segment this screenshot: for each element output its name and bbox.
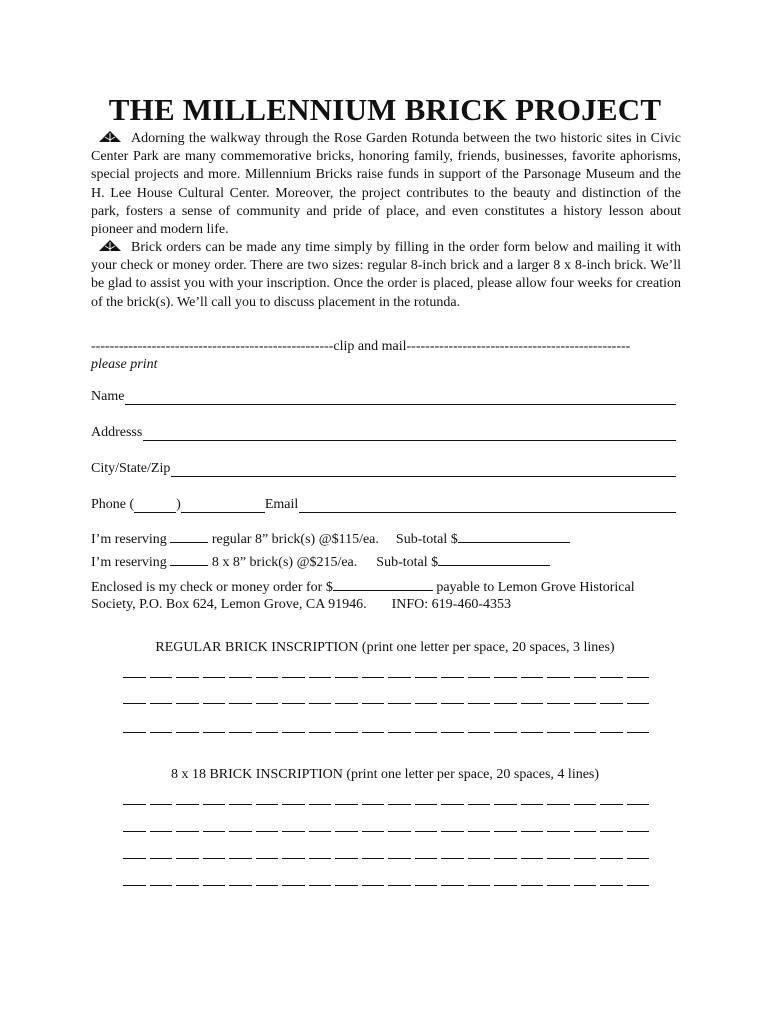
letter-slot[interactable]: [335, 830, 358, 832]
letter-slot[interactable]: [521, 702, 544, 704]
letter-slot[interactable]: [282, 830, 305, 832]
phone-label: Phone (: [91, 497, 135, 512]
letter-slot[interactable]: [229, 731, 252, 733]
letter-slot[interactable]: [388, 702, 411, 704]
letter-slot[interactable]: [547, 857, 570, 859]
city-state-zip-field[interactable]: [91, 461, 676, 477]
letter-slot[interactable]: [362, 731, 385, 733]
letter-slot[interactable]: [335, 676, 358, 678]
enclosed-amount-blank[interactable]: [333, 578, 433, 591]
clip-divider: ----------------------------------------------------clip and mail------------------------------------------------: [91, 339, 631, 354]
letter-slot[interactable]: [415, 702, 438, 704]
letter-slot[interactable]: [627, 857, 650, 859]
letter-slot[interactable]: [388, 676, 411, 678]
name-field[interactable]: [91, 389, 676, 405]
please-print-note: please print: [91, 357, 158, 372]
letter-slot[interactable]: [256, 884, 279, 886]
letter-slot[interactable]: [309, 830, 332, 832]
letter-slot[interactable]: [123, 676, 146, 678]
letter-slot[interactable]: [415, 731, 438, 733]
letter-slot[interactable]: [256, 857, 279, 859]
letter-slot[interactable]: [335, 803, 358, 805]
tree-icon: [97, 240, 123, 252]
large-subtotal-blank[interactable]: [438, 553, 550, 566]
letter-slot[interactable]: [415, 803, 438, 805]
reserve-large-line: [91, 553, 550, 571]
letter-slot[interactable]: [229, 803, 252, 805]
name-blank[interactable]: [125, 390, 676, 405]
letter-slot[interactable]: [362, 884, 385, 886]
letter-slot[interactable]: [547, 803, 570, 805]
letter-slot[interactable]: [150, 803, 173, 805]
letter-slot[interactable]: [362, 830, 385, 832]
letter-slot[interactable]: [256, 702, 279, 704]
letter-slot[interactable]: [388, 857, 411, 859]
city-blank[interactable]: [171, 462, 676, 477]
letter-slot[interactable]: [150, 884, 173, 886]
letter-slot[interactable]: [574, 830, 597, 832]
letter-slot[interactable]: [176, 857, 199, 859]
letter-slot[interactable]: [574, 884, 597, 886]
regular-qty-blank[interactable]: [170, 530, 208, 543]
letter-slot[interactable]: [335, 884, 358, 886]
letter-slot[interactable]: [600, 857, 623, 859]
letter-slot[interactable]: [203, 830, 226, 832]
letter-slot[interactable]: [282, 857, 305, 859]
phone-email-field[interactable]: [91, 497, 676, 513]
name-label: Name: [91, 389, 125, 404]
reserve-regular-line: [91, 530, 570, 548]
letter-slot[interactable]: [123, 857, 146, 859]
letter-slot[interactable]: [203, 803, 226, 805]
letter-slot[interactable]: [256, 676, 279, 678]
letter-slot[interactable]: [441, 830, 464, 832]
letter-slot[interactable]: [415, 830, 438, 832]
letter-slot[interactable]: [309, 857, 332, 859]
letter-slot[interactable]: [547, 702, 570, 704]
letter-slot[interactable]: [256, 731, 279, 733]
regular-inscription-heading: REGULAR BRICK INSCRIPTION (print one letter per space, 20 spaces, 3 lines): [155, 640, 615, 655]
letter-slot[interactable]: [176, 803, 199, 805]
address-info-line: [91, 597, 511, 613]
letter-slot[interactable]: [521, 830, 544, 832]
letter-slot[interactable]: [388, 830, 411, 832]
letter-slot[interactable]: [150, 857, 173, 859]
order-paragraph: [91, 239, 681, 312]
letter-slot[interactable]: [229, 702, 252, 704]
letter-slot[interactable]: [627, 884, 650, 886]
letter-slot[interactable]: [150, 830, 173, 832]
enclosed-line: [91, 578, 635, 596]
letter-slot[interactable]: [627, 676, 650, 678]
phone-number-blank[interactable]: [181, 500, 265, 513]
letter-slot[interactable]: [441, 884, 464, 886]
letter-slot[interactable]: [600, 676, 623, 678]
address-blank[interactable]: [143, 426, 676, 441]
large-inscription-line-3[interactable]: [123, 857, 649, 859]
enclosed-text-a: Enclosed is my check or money order for $: [91, 580, 333, 595]
regular-inscription-line-3[interactable]: [123, 731, 649, 733]
letter-slot[interactable]: [627, 702, 650, 704]
letter-slot[interactable]: [521, 731, 544, 733]
large-subtotal-label: Sub-total $: [376, 555, 439, 570]
letter-slot[interactable]: [256, 803, 279, 805]
letter-slot[interactable]: [229, 884, 252, 886]
letter-slot[interactable]: [362, 676, 385, 678]
large-inscription-heading: 8 x 18 BRICK INSCRIPTION (print one letter per space, 20 spaces, 4 lines): [170, 767, 600, 782]
letter-slot[interactable]: [176, 676, 199, 678]
letter-slot[interactable]: [468, 884, 491, 886]
letter-slot[interactable]: [203, 676, 226, 678]
email-blank[interactable]: [299, 498, 676, 513]
letter-slot[interactable]: [176, 884, 199, 886]
letter-slot[interactable]: [150, 731, 173, 733]
large-inscription-line-4[interactable]: [123, 884, 649, 886]
letter-slot[interactable]: [441, 676, 464, 678]
letter-slot[interactable]: [600, 731, 623, 733]
reserve-large-prefix: I’m reserving: [91, 555, 167, 570]
letter-slot[interactable]: [468, 857, 491, 859]
letter-slot[interactable]: [415, 857, 438, 859]
letter-slot[interactable]: [282, 884, 305, 886]
letter-slot[interactable]: [309, 884, 332, 886]
letter-slot[interactable]: [176, 731, 199, 733]
letter-slot[interactable]: [176, 830, 199, 832]
letter-slot[interactable]: [494, 731, 517, 733]
letter-slot[interactable]: [574, 803, 597, 805]
letter-slot[interactable]: [282, 702, 305, 704]
letter-slot[interactable]: [600, 702, 623, 704]
letter-slot[interactable]: [309, 676, 332, 678]
letter-slot[interactable]: [362, 803, 385, 805]
regular-inscription-line-2[interactable]: [123, 702, 649, 704]
letter-slot[interactable]: [574, 676, 597, 678]
letter-slot[interactable]: [203, 857, 226, 859]
letter-slot[interactable]: [494, 884, 517, 886]
letter-slot[interactable]: [362, 857, 385, 859]
letter-slot[interactable]: [335, 857, 358, 859]
letter-slot[interactable]: [574, 731, 597, 733]
letter-slot[interactable]: [600, 830, 623, 832]
enclosed-text-b: payable to Lemon Grove Historical: [436, 580, 635, 595]
letter-slot[interactable]: [627, 803, 650, 805]
letter-slot[interactable]: [150, 702, 173, 704]
letter-slot[interactable]: [441, 702, 464, 704]
letter-slot[interactable]: [335, 731, 358, 733]
email-label: Email: [264, 497, 299, 512]
letter-slot[interactable]: [468, 803, 491, 805]
letter-slot[interactable]: [547, 884, 570, 886]
letter-slot[interactable]: [123, 731, 146, 733]
letter-slot[interactable]: [521, 803, 544, 805]
letter-slot[interactable]: [309, 731, 332, 733]
mailing-address: Society, P.O. Box 624, Lemon Grove, CA 91946.: [91, 597, 367, 612]
letter-slot[interactable]: [388, 803, 411, 805]
letter-slot[interactable]: [468, 702, 491, 704]
regular-subtotal-label: Sub-total $: [395, 532, 458, 547]
letter-slot[interactable]: [256, 830, 279, 832]
letter-slot[interactable]: [627, 731, 650, 733]
letter-slot[interactable]: [521, 857, 544, 859]
letter-slot[interactable]: [441, 803, 464, 805]
reserve-regular-text: regular 8” brick(s) @$115/ea.: [211, 532, 379, 547]
phone-close: ): [176, 497, 181, 512]
letter-slot[interactable]: [309, 803, 332, 805]
letter-slot[interactable]: [203, 884, 226, 886]
letter-slot[interactable]: [415, 884, 438, 886]
letter-slot[interactable]: [229, 857, 252, 859]
large-qty-blank[interactable]: [170, 553, 208, 566]
letter-slot[interactable]: [229, 830, 252, 832]
letter-slot[interactable]: [203, 731, 226, 733]
letter-slot[interactable]: [521, 676, 544, 678]
order-text: Brick orders can be made any time simply by filling in the order form below and mailing it with your check or money order. There are two sizes: regular 8-inch brick and a larger 8 x 8-inch brick. We’ll be glad to assist you with your inscription. Once the order is placed, please allow four weeks for creation of the brick(s). We’ll call you to discuss placement in the rotunda.: [91, 240, 681, 310]
letter-slot[interactable]: [335, 702, 358, 704]
letter-slot[interactable]: [547, 731, 570, 733]
regular-subtotal-blank[interactable]: [458, 530, 570, 543]
regular-inscription-line-1[interactable]: [123, 676, 649, 678]
letter-slot[interactable]: [282, 676, 305, 678]
letter-slot[interactable]: [123, 884, 146, 886]
letter-slot[interactable]: [388, 731, 411, 733]
tree-icon: [97, 131, 123, 143]
letter-slot[interactable]: [494, 803, 517, 805]
large-inscription-line-2[interactable]: [123, 830, 649, 832]
letter-slot[interactable]: [547, 830, 570, 832]
letter-slot[interactable]: [600, 803, 623, 805]
letter-slot[interactable]: [123, 803, 146, 805]
letter-slot[interactable]: [176, 702, 199, 704]
letter-slot[interactable]: [282, 803, 305, 805]
letter-slot[interactable]: [441, 857, 464, 859]
letter-slot[interactable]: [362, 702, 385, 704]
letter-slot[interactable]: [494, 830, 517, 832]
letter-slot[interactable]: [468, 731, 491, 733]
letter-slot[interactable]: [521, 884, 544, 886]
letter-slot[interactable]: [494, 857, 517, 859]
intro-text: Adorning the walkway through the Rose Garden Rotunda between the two historic sites in Civic Center Park are many commemorative bricks, honoring family, friends, businesses, favorite aphorisms, special projects and more. Millennium Bricks raise funds in support of the Parsonage Museum and the H. Lee House Cultural Center. Moreover, the project contributes to the beauty and distinction of the park, fosters a sense of community and pride of place, and even constitutes a history lesson about pioneer and modern life.: [91, 131, 681, 238]
page-title: THE MILLENNIUM BRICK PROJECT: [108, 92, 662, 127]
letter-slot[interactable]: [627, 830, 650, 832]
letter-slot[interactable]: [574, 702, 597, 704]
info-phone: INFO: 619-460-4353: [391, 597, 511, 612]
letter-slot[interactable]: [150, 676, 173, 678]
letter-slot[interactable]: [600, 884, 623, 886]
phone-area-blank[interactable]: [134, 500, 176, 513]
letter-slot[interactable]: [123, 702, 146, 704]
reserve-large-text: 8 x 8” brick(s) @$215/ea.: [211, 555, 358, 570]
letter-slot[interactable]: [415, 676, 438, 678]
letter-slot[interactable]: [441, 731, 464, 733]
letter-slot[interactable]: [309, 702, 332, 704]
address-field[interactable]: [91, 425, 676, 441]
reserve-regular-prefix: I’m reserving: [91, 532, 167, 547]
address-label: Addresss: [91, 425, 143, 440]
letter-slot[interactable]: [229, 676, 252, 678]
letter-slot[interactable]: [123, 830, 146, 832]
intro-paragraph: [91, 130, 681, 239]
letter-slot[interactable]: [574, 857, 597, 859]
letter-slot[interactable]: [282, 731, 305, 733]
letter-slot[interactable]: [494, 676, 517, 678]
letter-slot[interactable]: [203, 702, 226, 704]
letter-slot[interactable]: [468, 830, 491, 832]
letter-slot[interactable]: [494, 702, 517, 704]
letter-slot[interactable]: [547, 676, 570, 678]
letter-slot[interactable]: [388, 884, 411, 886]
city-label: City/State/Zip: [91, 461, 171, 476]
large-inscription-line-1[interactable]: [123, 803, 649, 805]
letter-slot[interactable]: [468, 676, 491, 678]
